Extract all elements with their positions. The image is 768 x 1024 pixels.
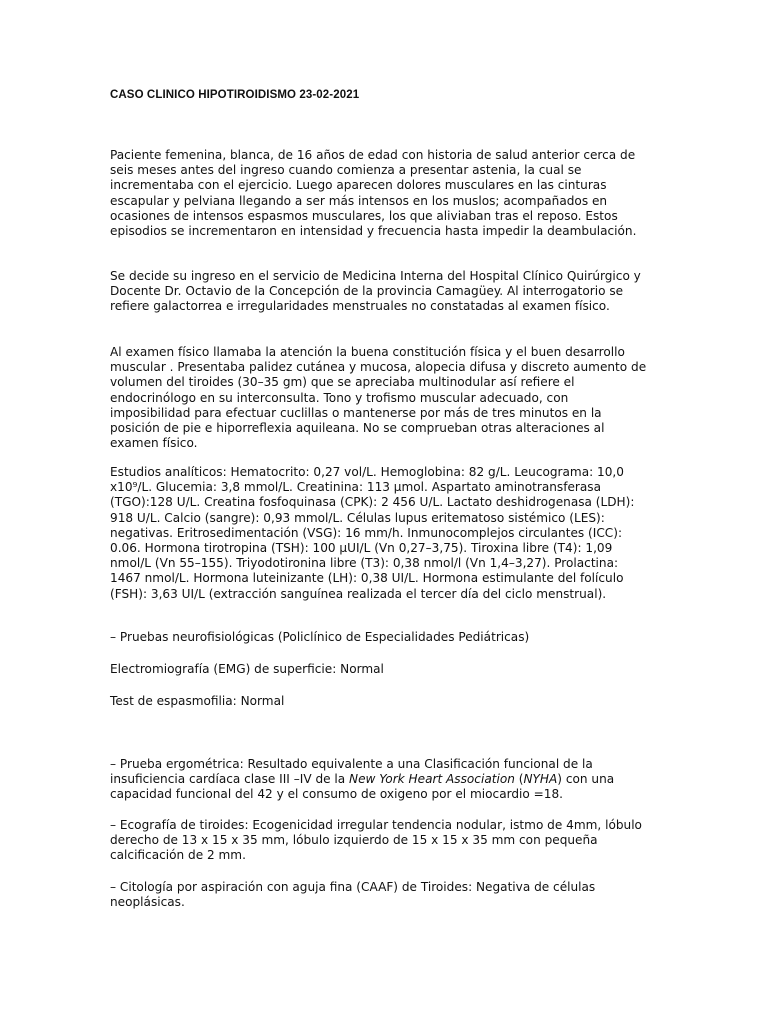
paragraph-neurophysiology: – Pruebas neurofisiológicas (Policlínico de Especialidades Pediátricas): [110, 630, 530, 644]
paragraph-spasmophilia: Test de espasmofilia: Normal: [110, 694, 285, 708]
paragraph-admission: Se decide su ingreso en el servicio de Medicina Interna del Hospital Clínico Quirúrgico y Docente Dr. Octavio de la Concepción de la provincia Camagüey. Al interrogatorio se refiere galactorrea e irregularidades menstruales no constatadas al examen físico.: [110, 269, 641, 314]
document-title: CASO CLINICO HIPOTIROIDISMO 23-02-2021: [110, 89, 360, 101]
paragraph-emg: Electromiografía (EMG) de superficie: Normal: [110, 662, 384, 676]
nyha-full-name: New York Heart Association: [349, 772, 515, 787]
paragraph-thyroid-ultrasound: – Ecografía de tiroides: Ecogenicidad irregular tendencia nodular, istmo de 4mm, lóbulo derecho de 13 x 15 x 35 mm, lóbulo izquierdo de 15 x 15 x 35 mm con pequeña calcificación de 2 mm.: [110, 818, 642, 863]
ergometry-text-1: – Prueba ergométrica: Resultado equivalente a una Clasificación funcional de la insuficiencia cardíaca clase III –IV de la: [110, 757, 593, 787]
paragraph-history: Paciente femenina, blanca, de 16 años de edad con historia de salud anterior cerca de seis meses antes del ingreso cuando comienza a presentar astenia, la cual se incrementaba con el ejercicio. Luego aparecen dolores musculares en las cinturas escapular y pelviana llegando a ser más intensos en los muslos; acompañados en ocasiones de intensos espasmos musculares, los que aliviaban tras el reposo. Estos episodios se incrementaron en intensidad y frecuencia hasta impedir la deambulación.: [110, 148, 637, 239]
ergometry-text-3: ) con una capacidad funcional del 42 y el consumo de oxigeno por el miocardio =18.: [110, 772, 615, 802]
nyha-abbreviation: NYHA: [523, 772, 558, 787]
paragraph-caaf: – Citología por aspiración con aguja fina (CAAF) de Tiroides: Negativa de células neoplásicas.: [110, 880, 596, 910]
paragraph-lab-studies: Estudios analíticos: Hematocrito: 0,27 vol/L. Hemoglobina: 82 g/L. Leucograma: 10,0 x10⁹/L. Glucemia: 3,8 mmol/L. Creatinina: 113 µmol. Aspartato aminotransferasa (TGO):128 U/L. Creatina fosfoquinasa (CPK): 2 456 U/L. Lactato deshidrogenasa (LDH): 918 U/L. Calcio (sangre): 0,93 mmol/L. Células lupus eritematoso sistémico (LES): negativas. Eritrosedimentación (VSG): 16 mm/h. Inmunocomplejos circulantes (ICC): 0.06. Hormona tirotropina (TSH): 100 µUI/L (Vn 0,27–3,75). Tiroxina libre (T4): 1,09 nmol/L (Vn 55–155). Triyodotironina libre (T3): 0,38 nmol/l (Vn 1,4–3,27). Prolactina: 1467 nmol/L. Hormona luteinizante (LH): 0,38 UI/L. Hormona estimulante del folículo (FSH): 3,63 UI/L (extracción sanguínea realizada el tercer día del ciclo menstrual).: [110, 465, 635, 601]
paragraph-physical-exam: Al examen físico llamaba la atención la buena constitución física y el buen desarrollo muscular . Presentaba palidez cutánea y mucosa, alopecia difusa y discreto aumento de volumen del tiroides (30–35 gm) que se apreciaba multinodular así refiere el endocrinólogo en su interconsulta. Tono y trofismo muscular adecuado, con imposibilidad para efectuar cuclillas o mantenerse por más de tres minutos en la posición de pie e hiporreflexia aquileana. No se comprueban otras alteraciones al examen físico.: [110, 345, 647, 451]
ergometry-text-2: (: [514, 772, 524, 787]
paragraph-ergometry: [110, 757, 650, 803]
